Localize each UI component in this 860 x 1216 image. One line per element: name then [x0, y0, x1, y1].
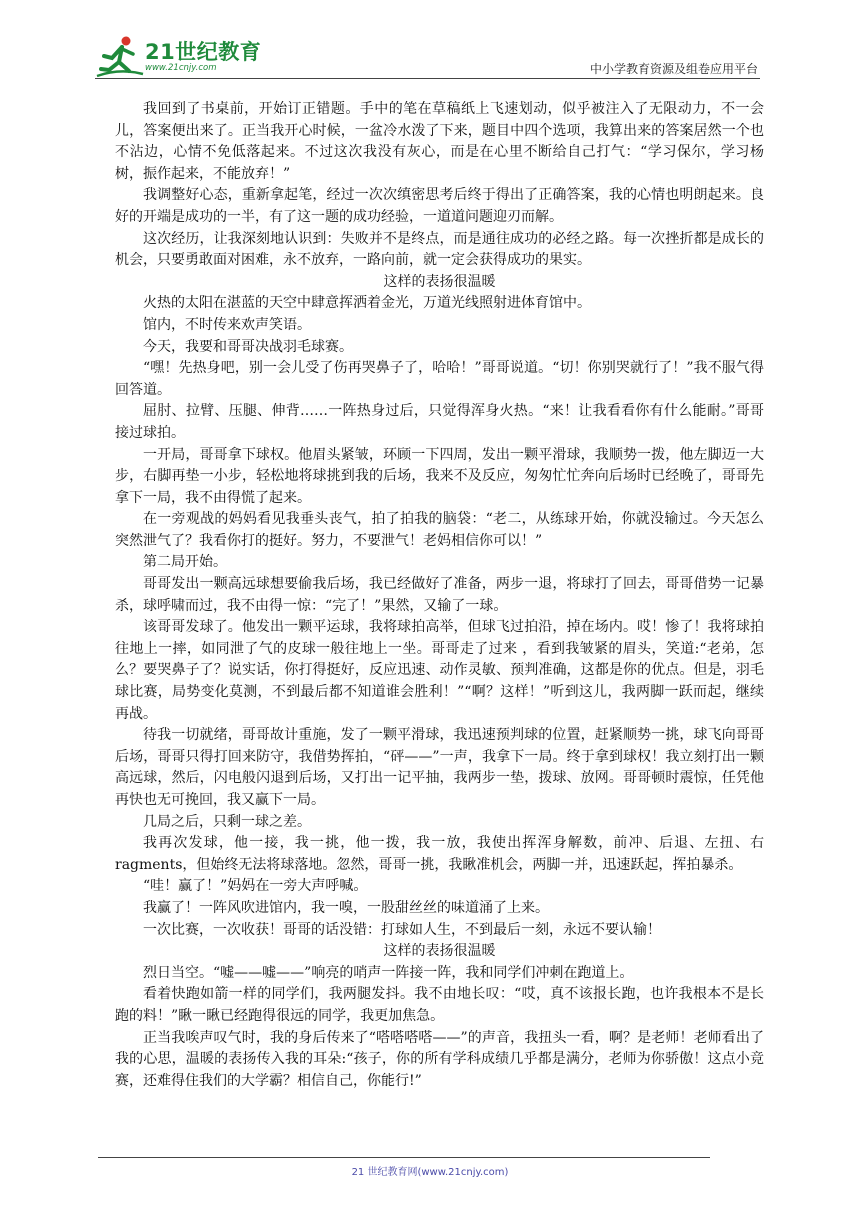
- paragraph: 一次比赛，一次收获！哥哥的话没错：打球如人生，不到最后一刻，永远不要认输！: [143, 921, 661, 938]
- paragraph: 看着快跑如箭一样的同学们，我两腿发抖。我不由地长叹：“哎，真不该报长跑，也许我根本不是长跑的料！”瞅一瞅已经跑得很远的同学，我更加焦急。: [115, 986, 764, 1024]
- footer-text: 21 世纪教育网(www.21cnjy.com): [351, 1167, 509, 1178]
- logo: [95, 34, 295, 80]
- logo-url: www.21cnjy.com: [145, 63, 217, 73]
- section-title: 这样的表扬很温暖: [383, 273, 496, 290]
- paragraph: 这次经历，让我深刻地认识到：失败并不是终点，而是通往成功的必经之路。每一次挫折都是成长的机会，只要勇敢面对困难，永不放弃，一路向前，就一定会获得成功的果实。: [115, 230, 764, 269]
- paragraph: 屈肘、拉臂、压腿、伸背……一阵热身过后，只觉得浑身火热。“来！让我看看你有什么能耐。”哥哥接过球拍。: [115, 403, 764, 441]
- paragraph: “嘿！先热身吧，别一会儿受了伤再哭鼻子了，哈哈！”哥哥说道。“切！你别哭就行了！”我不服气得回答道。: [115, 360, 764, 398]
- paragraph: 我调整好心态，重新拿起笔，经过一次次缜密思考后终于得出了正确答案，我的心情也明朗起来。良好的开端是成功的一半，有了这一题的成功经验，一道道问题迎刃而解。: [115, 187, 764, 225]
- footer-divider: [98, 1157, 710, 1158]
- paragraph: 我回到了书桌前，开始订正错题。手中的笔在草稿纸上飞速划动，似乎被注入了无限动力，不一会儿，答案便出来了。正当我开心时候，一盆冷水泼了下来，题目中四个选项，我算出来的答案居然一个也不沾边，心情不免低落起来。不过这次我没有灰心，而是在心里不断给自己打气：“学习保尔，学习杨树，振作起来，不能放弃！”: [115, 101, 764, 182]
- paragraph: 在一旁观战的妈妈看见我垂头丧气，拍了拍我的脑袋：“老二，从练球开始，你就没输过。今天怎么突然泄气了？我看你打的挺好。努力，不要泄气！老妈相信你可以！”: [115, 511, 764, 549]
- section-title: 这样的表扬很温暖: [383, 943, 496, 960]
- paragraph: 火热的太阳在湛蓝的天空中肆意挥洒着金光，万道光线照射进体育馆中。: [143, 295, 591, 312]
- page-header: [95, 34, 760, 80]
- paragraph: 今天，我要和哥哥决战羽毛球赛。: [143, 338, 353, 355]
- paragraph: 哥哥发出一颗高远球想要偷我后场，我已经做好了准备，两步一退，将球打了回去，哥哥借势一记暴杀，球呼啸而过，我不由得一惊：“完了！”果然，又输了一球。: [115, 576, 764, 614]
- paragraph: 第二局开始。: [143, 554, 227, 571]
- runner-logo-icon: [95, 34, 145, 80]
- paragraph: 馆内，不时传来欢声笑语。: [143, 316, 311, 333]
- document-body: [115, 99, 764, 1092]
- paragraph: 我赢了！一阵风吹进馆内，我一嗅，一股甜丝丝的味道涌了上来。: [143, 899, 549, 916]
- paragraph: 待我一切就绪，哥哥故计重施，发了一颗平滑球，我迅速预判球的位置，赶紧顺势一挑，球飞向哥哥后场，哥哥只得打回来防守，我借势挥拍，“砰——”一声，我拿下一局。终于拿到球权！我立刻打出一颗高远球，然后，闪电般闪退到后场，又打出一记平抽，我两步一垫，拨球、放网。哥哥顿时震惊，任凭他再快也无可挽回，我又赢下一局。: [115, 727, 764, 808]
- paragraph: 一开局，哥哥拿下球权。他眉头紧皱，环顾一下四周，发出一颗平滑球，我顺势一拨，他左脚迈一大步，右脚再垫一小步，轻松地将球挑到我的后场，我来不及反应，匆匆忙忙奔向后场时已经晚了，哥哥先拿下一局，我不由得慌了起来。: [115, 446, 764, 506]
- paragraph: 我再次发球，他一接，我一挑，他一拨，我一放，我使出挥浑身解数，前冲、后退、左扭、右ragments，但始终无法将球落地。忽然，哥哥一挑，我瞅准机会，两脚一并，迅速跃起，挥拍暴杀。: [115, 835, 764, 873]
- paragraph: 几局之后，只剩一球之差。: [143, 813, 311, 830]
- logo-text: 21世纪教育: [145, 40, 262, 64]
- paragraph: 正当我唉声叹气时，我的身后传来了“嗒嗒嗒嗒——”的声音，我扭头一看，啊？是老师！老师看出了我的心思，温暖的表扬传入我的耳朵:“孩子，你的所有学科成绩几乎都是满分，老师为你骄傲！这点小竞赛，还难得住我们的大学霸？相信自己，你能行!”: [115, 1029, 764, 1089]
- paragraph: 该哥哥发球了。他发出一颗平运球，我将球拍高举，但球飞过拍沿，掉在场内。哎！惨了！我将球拍往地上一摔，如同泄了气的皮球一般往地上一坐。哥哥走了过来 ，看到我皱紧的眉头，笑道:“老弟，怎么？要哭鼻子了？说实话，你打得挺好，反应迅速、动作灵敏、预判准确，这都是你的优点。但是，羽毛球比赛，局势变化莫测，不到最后都不知道谁会胜利！”“啊？这样！”听到这儿，我两脚一跃而起，继续再战。: [115, 619, 764, 722]
- paragraph: “哇！赢了！”妈妈在一旁大声呼喊。: [143, 878, 368, 895]
- paragraph: 烈日当空。“嘘——嘘——”响亮的哨声一阵接一阵，我和同学们冲刺在跑道上。: [143, 964, 634, 981]
- platform-title: 中小学教育资源及组卷应用平台: [589, 62, 758, 76]
- header-divider: [95, 78, 760, 79]
